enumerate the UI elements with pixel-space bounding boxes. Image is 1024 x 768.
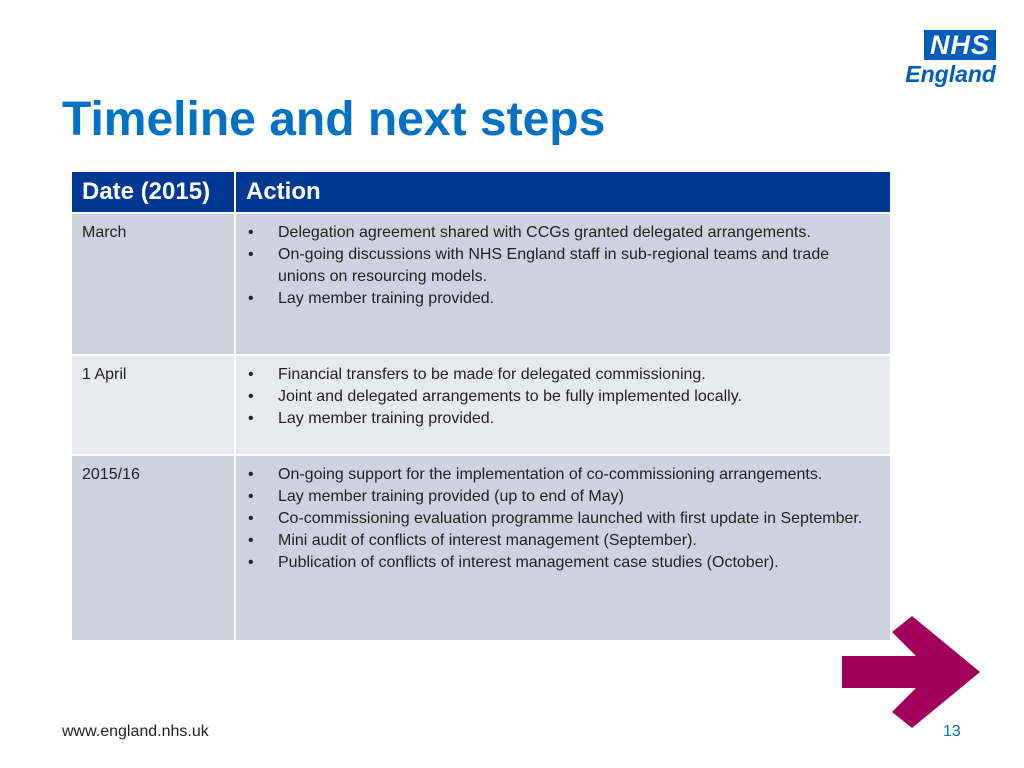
table-header-row [72, 172, 890, 213]
action-list [246, 222, 880, 310]
england-logo-text: England [905, 61, 996, 87]
row-actions [235, 355, 890, 455]
row-date: March [72, 213, 235, 355]
list-item: • Mini audit of conflicts of interest management (September). [246, 530, 880, 552]
list-item: • Co-commissioning evaluation programme launched with first update in September. [246, 508, 880, 530]
row-date: 1 April [72, 355, 235, 455]
right-arrow-icon [842, 616, 984, 728]
list-item: • Financial transfers to be made for delegated commissioning. [246, 364, 880, 386]
header-action: Action [235, 172, 890, 213]
row-actions [235, 213, 890, 355]
footer-url: www.england.nhs.uk [62, 723, 209, 740]
list-item: • Delegation agreement shared with CCGs granted delegated arrangements. [246, 222, 880, 244]
list-item: • Publication of conflicts of interest management case studies (October). [246, 552, 880, 574]
row-date: 2015/16 [72, 455, 235, 641]
nhs-logo-box: NHS [924, 30, 996, 60]
list-item: • On-going discussions with NHS England staff in sub-regional teams and trade unions on resourcing models. [246, 244, 880, 288]
timeline-table [72, 172, 890, 642]
action-list [246, 364, 880, 430]
table-row [72, 213, 890, 355]
page-title: Timeline and next steps [62, 93, 606, 146]
table-row [72, 455, 890, 641]
row-actions [235, 455, 890, 641]
header-date: Date (2015) [72, 172, 235, 213]
list-item: • Lay member training provided. [246, 408, 880, 430]
list-item: • Lay member training provided. [246, 288, 880, 310]
list-item: • On-going support for the implementation of co-commissioning arrangements. [246, 464, 880, 486]
page-number: 13 [943, 723, 961, 740]
action-list [246, 464, 880, 574]
nhs-england-logo [904, 30, 998, 88]
list-item: • Lay member training provided (up to end of May) [246, 486, 880, 508]
list-item: • Joint and delegated arrangements to be fully implemented locally. [246, 386, 880, 408]
table-row [72, 355, 890, 455]
